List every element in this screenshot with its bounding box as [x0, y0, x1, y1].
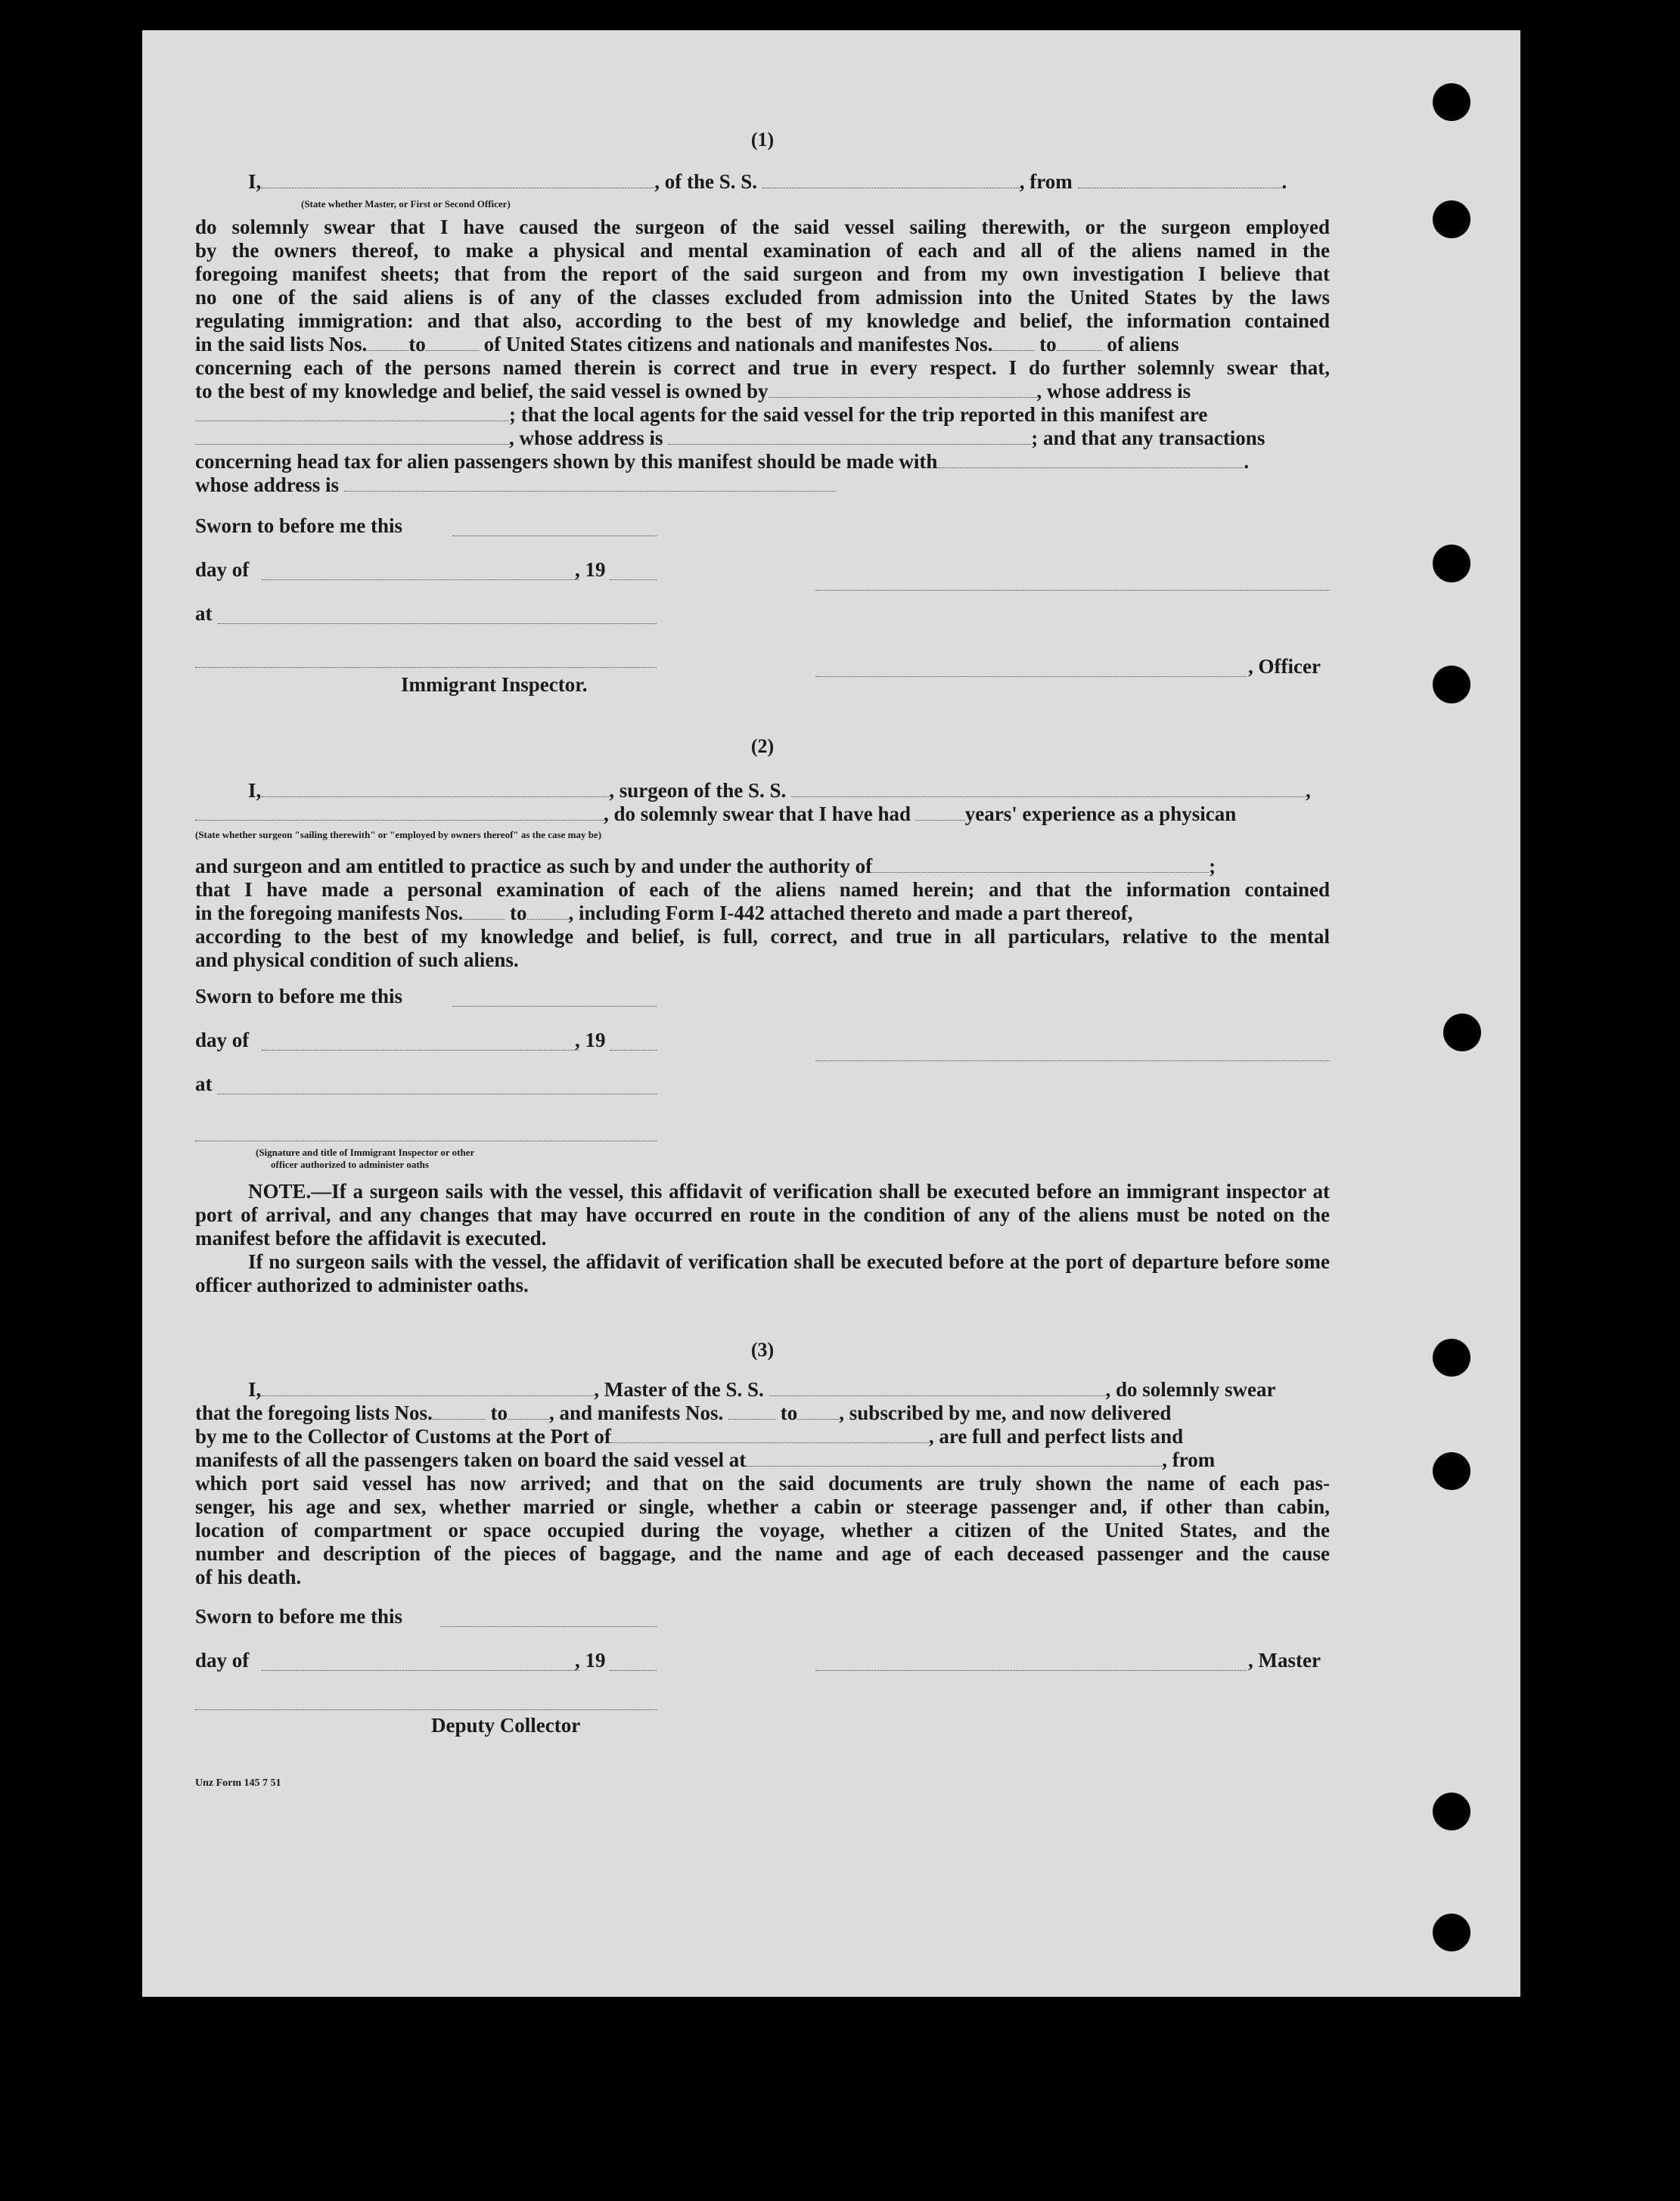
boarding-port-field[interactable] — [746, 1449, 1162, 1467]
from-port-field[interactable] — [1078, 171, 1282, 188]
s3-text-line: number and description of the pieces of baggage, and the name and age of each deceased passenger and the cause — [195, 1542, 1330, 1565]
s1-text-line: do solemnly swear that I have caused the surgeon of the said vessel sailing therewith, or the surgeon employed — [195, 216, 1330, 238]
s3-line3: by me to the Collector of Customs at the Port of , are full and perfect lists and — [195, 1425, 1184, 1448]
s2-year-field[interactable] — [610, 1048, 657, 1051]
s1-sworn-date-field[interactable] — [452, 534, 657, 536]
surgeon-type-field[interactable] — [195, 803, 604, 821]
s3-text-line: location of compartment or space occupied during the voyage, whether a citizen of the United States, and the — [195, 1519, 1330, 1541]
owner-address-field[interactable] — [195, 404, 509, 421]
s2-at-label: at — [195, 1073, 213, 1095]
s1-line12: whose address is — [195, 473, 1330, 496]
s3-manifests-to-field[interactable] — [797, 1402, 839, 1420]
s1-day-of-label: day of — [195, 558, 250, 581]
s3-sworn-label: Sworn to before me this — [195, 1605, 402, 1628]
s1-line6: in the said lists Nos. to of United States citizens and nationals and manifestes Nos. to of aliens — [195, 333, 1179, 355]
master-name-field[interactable] — [261, 1379, 594, 1396]
s2-manifests-to-field[interactable] — [527, 902, 569, 920]
head-tax-address-field[interactable] — [344, 474, 836, 492]
s3-line1: I, , Master of the S. S. , do solemnly swear — [248, 1378, 1276, 1401]
s1-text-line: by the owners thereof, to make a physical and mental examination of each and all of the aliens named in the — [195, 239, 1330, 262]
s2-line1: I, , surgeon of the S. S. , — [248, 779, 1311, 802]
authority-field[interactable] — [872, 855, 1209, 873]
years-experience-field[interactable] — [916, 803, 965, 821]
s2-line5: in the foregoing manifests Nos. to , including Form I-442 attached thereto and made a part thereof, — [195, 902, 1133, 924]
punch-hole — [1433, 200, 1470, 238]
s2-sig-hint: (Signature and title of Immigrant Inspector or other — [256, 1147, 475, 1158]
s2-manifests-from-field[interactable] — [463, 902, 505, 920]
s1-inspector-label: Immigrant Inspector. — [401, 673, 588, 696]
s1-hint: (State whether Master, or First or Second Officer) — [301, 198, 511, 210]
section-3-number: (3) — [750, 1339, 775, 1361]
s1-at-field[interactable] — [218, 622, 657, 624]
head-tax-contact-field[interactable] — [937, 451, 1244, 468]
s3-lists-to-field[interactable] — [508, 1402, 549, 1420]
section-2-number: (2) — [750, 735, 775, 757]
s1-text-line: no one of the said aliens is of any of the classes excluded from admission into the United States by the laws — [195, 286, 1330, 309]
s2-inspector-signature-line[interactable] — [195, 1139, 657, 1141]
section-1-number: (1) — [750, 129, 775, 151]
note-paragraph: If no surgeon sails with the vessel, the affidavit of verification shall be executed before at the port of departure before some officer authorized to administer oaths. — [195, 1250, 1330, 1296]
s2-vessel-name-field[interactable] — [791, 780, 1306, 797]
s3-year-label: , 19 — [575, 1649, 606, 1672]
punch-hole — [1433, 83, 1470, 121]
punch-hole — [1433, 1914, 1470, 1951]
s1-sworn-label: Sworn to before me this — [195, 514, 402, 537]
punch-hole — [1433, 1452, 1470, 1490]
lists-no-to-field[interactable] — [426, 334, 479, 351]
punch-hole — [1433, 1793, 1470, 1830]
s3-collector-label: Deputy Collector — [431, 1714, 581, 1737]
punch-hole — [1433, 1339, 1470, 1377]
s2-month-field[interactable] — [262, 1048, 579, 1051]
note-paragraph: NOTE.—If a surgeon sails with the vessel, this affidavit of verification shall be executed before an immigrant inspector at port of arrival, and any changes that may have occurred en route in the condition of any of the aliens must be noted on the manifest before the affidavit is executed. — [195, 1180, 1330, 1250]
s2-sworn-date-field[interactable] — [452, 1004, 657, 1007]
s2-text-line: and physical condition of such aliens. — [195, 948, 519, 971]
s3-line2: that the foregoing lists Nos. to , and manifests Nos. to , subscribed by me, and now delivered — [195, 1402, 1172, 1424]
officer-title-field[interactable] — [261, 171, 654, 188]
s2-sworn-label: Sworn to before me this — [195, 985, 402, 1007]
vessel-name-field[interactable] — [762, 171, 1020, 188]
lists-no-from-field[interactable] — [367, 334, 408, 351]
s3-lists-from-field[interactable] — [433, 1402, 486, 1420]
s1-line1: I, , of the S. S. , from . — [248, 170, 1287, 193]
agents-address-field[interactable] — [668, 427, 1031, 445]
punch-hole — [1433, 666, 1470, 703]
s2-surgeon-signature-line[interactable] — [815, 1059, 1330, 1061]
s2-text-line: according to the best of my knowledge and belief, is full, correct, and true in all particulars, relative to the mental — [195, 925, 1330, 948]
s1-line8: to the best of my knowledge and belief, the said vessel is owned by , whose address is — [195, 380, 1191, 402]
agents-field[interactable] — [195, 427, 509, 445]
s3-text-line: which port said vessel has now arrived; and that on the said documents are truly shown the name of each pas- — [195, 1472, 1330, 1495]
s3-master-label: , Master — [1248, 1649, 1321, 1672]
punch-hole — [1433, 545, 1470, 582]
s3-text-line: of his death. — [195, 1566, 302, 1588]
s1-at-label: at — [195, 602, 213, 625]
form-page — [142, 30, 1520, 1997]
s1-line11: concerning head tax for alien passengers shown by this manifest should be made with . — [195, 450, 1250, 473]
s2-line3: and surgeon and am entitled to practice as such by and under the authority of ; — [195, 855, 1216, 877]
s3-text-line: senger, his age and sex, whether married or single, whether a cabin or steerage passenger and, if other than cabin, — [195, 1495, 1330, 1518]
s1-signature-line[interactable] — [815, 588, 1330, 591]
s2-day-of-label: day of — [195, 1029, 250, 1051]
s3-collector-signature-line[interactable] — [195, 1708, 657, 1710]
s1-year-field[interactable] — [610, 578, 657, 580]
manifests-no-from-field[interactable] — [992, 334, 1034, 351]
s3-manifests-from-field[interactable] — [728, 1402, 775, 1420]
s2-sig-hint: officer authorized to administer oaths — [271, 1159, 429, 1170]
port-field[interactable] — [611, 1426, 929, 1443]
s1-text-line: concerning each of the persons named therein is correct and true in every respect. I do further solemnly swear that, — [195, 356, 1330, 379]
surgeon-name-field[interactable] — [261, 780, 609, 797]
s3-sworn-date-field[interactable] — [441, 1625, 657, 1627]
s2-line2: , do solemnly swear that I have had years' experience as a physican — [195, 802, 1330, 825]
s1-officer-label: , Officer — [1248, 655, 1321, 678]
s1-line10: , whose address is ; and that any transactions — [195, 427, 1330, 449]
owner-field[interactable] — [769, 380, 1037, 398]
s1-officer-signature-line[interactable] — [815, 675, 1247, 677]
s3-vessel-name-field[interactable] — [769, 1379, 1106, 1396]
s1-inspector-signature-line[interactable] — [195, 666, 657, 668]
s1-line9: ; that the local agents for the said vessel for the trip reported in this manifest are — [195, 403, 1330, 426]
s2-at-field[interactable] — [218, 1092, 657, 1094]
s3-line4: manifests of all the passengers taken on board the said vessel at , from — [195, 1448, 1216, 1471]
s3-day-of-label: day of — [195, 1649, 250, 1672]
s1-text-line: foregoing manifest sheets; that from the report of the said surgeon and from my own investigation I believe that — [195, 262, 1330, 285]
s2-hint: (State whether surgeon "sailing therewith" or "employed by owners thereof" as the case may be) — [195, 829, 602, 840]
s3-master-signature-line[interactable] — [815, 1669, 1247, 1671]
s3-month-field[interactable] — [262, 1669, 579, 1671]
s3-year-field[interactable] — [610, 1669, 657, 1671]
s1-year-label: , 19 — [575, 558, 606, 581]
form-number: Unz Form 145 7 51 — [195, 1777, 281, 1789]
s2-text-line: that I have made a personal examination of each of the aliens named herein; and that the information contained — [195, 878, 1330, 901]
s2-year-label: , 19 — [575, 1029, 606, 1051]
punch-hole — [1443, 1014, 1481, 1051]
s1-text-line: regulating immigration: and that also, according to the best of my knowledge and belief, the information contained — [195, 309, 1330, 332]
manifests-no-to-field[interactable] — [1057, 334, 1102, 351]
s1-month-field[interactable] — [262, 578, 579, 580]
